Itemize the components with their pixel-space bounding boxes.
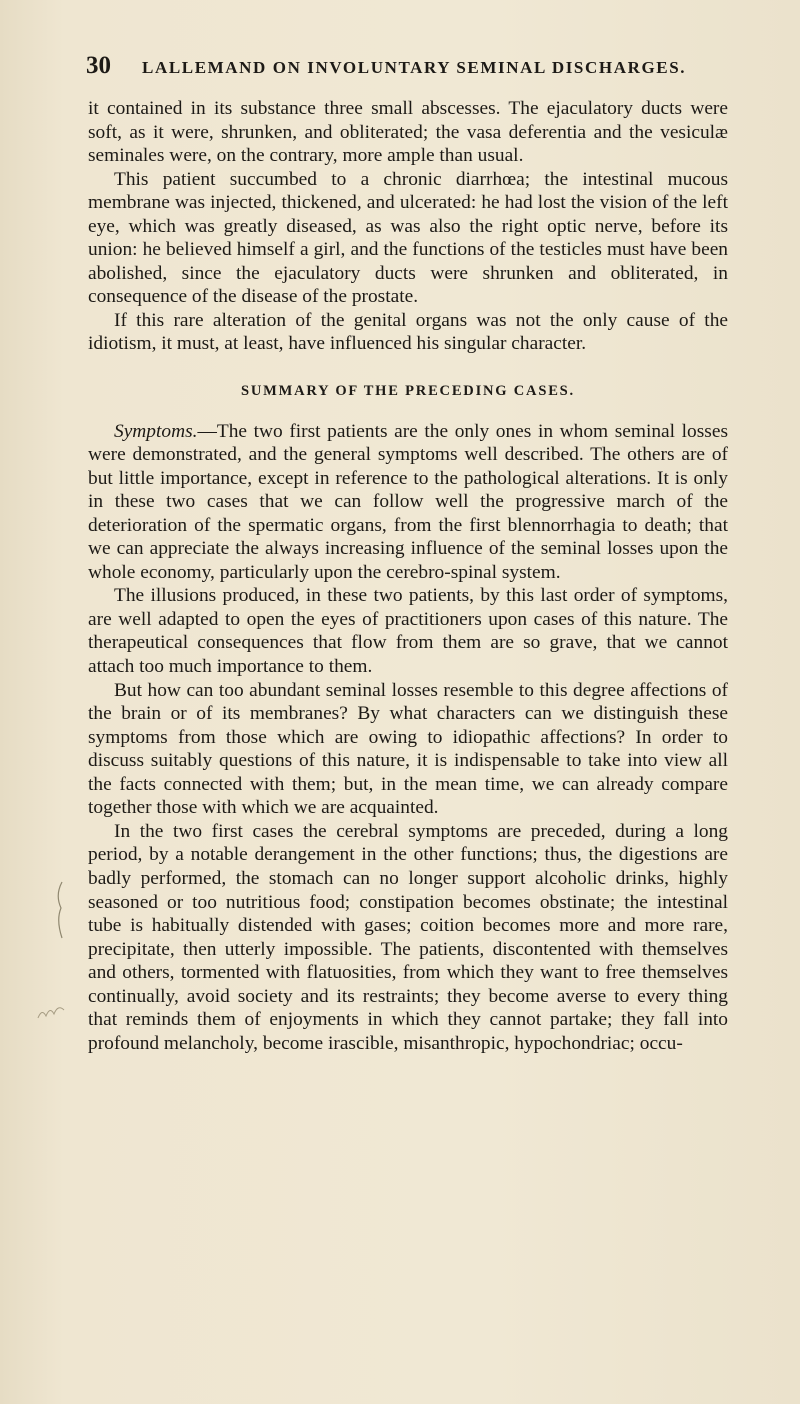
paragraph: it contained in its substance three small abscesses. The ejaculatory ducts were soft, as it were, shrunken, and obliterated; the vasa deferentia and the vesiculæ seminales were, on the contrary, more ample than usual. (88, 98, 728, 167)
paragraph: In the two first cases the cerebral symptoms are preceded, during a long period, by a notable derangement in the other functions; thus, the digestions are badly performed, the stomach can no longer support alcoholic drinks, highly seasoned or too nutritious food; constipation becomes obstinate; the intestinal tube is habitually distended with gases; coition becomes more and more rare, precipitate, then utterly impossible. The patients, discontented with themselves and others, tormented with flatuosities, from which they want to free themselves continually, avoid society and its restraints; they become averse to every thing that reminds them of enjoyments in which they cannot partake; they fall into profound melancholy, become irascible, misanthropic, hypochondriac; occu- (88, 820, 728, 1054)
paragraph: This patient succumbed to a chronic diarrhœa; the intestinal mucous membrane was injected, thickened, and ulcerated: he had lost the vision of the left eye, which was greatly diseased, as was also the right optic nerve, before its union: he believed himself a girl, and the functions of the testicles must have been abolished, since the ejaculatory ducts were shrunken and obliterated, in consequence of the disease of the prostate. (88, 168, 728, 308)
page-body (88, 97, 728, 1055)
paragraph: If this rare alteration of the genital organs was not the only cause of the idiotism, it must, at least, have influenced his singular character. (88, 309, 728, 355)
section-heading: SUMMARY OF THE PRECEDING CASES. (241, 383, 575, 400)
paragraph: But how can too abundant seminal losses resemble to this degree affections of the brain or of its membranes? By what characters can we distinguish these symptoms from those which are owing to idiopathic affections? In order to discuss suitably questions of this nature, it is indispensable to take into view all the facts connected with them; but, in the mean time, we can already compare together those with which we are acquainted. (88, 679, 728, 819)
margin-scribble-mark (36, 1000, 66, 1024)
paragraph-text: —The two first patients are the only ones in whom seminal losses were demonstrated, and the general symptoms well described. The others are of but little importance, except in reference to the pathological alterations. It is only in these two cases that we can follow well the progressive march of the deterioration of the spermatic organs, from the first blennorrhagia to death; that we can appreciate the always increasing influence of the seminal losses upon the whole economy, particularly upon the cerebro-spinal system. (88, 420, 728, 583)
margin-bracket-mark (52, 880, 66, 940)
paragraph: The illusions produced, in these two patients, by this last order of symptoms, are well adapted to open the eyes of practitioners upon cases of this nature. The therapeutical consequences that flow from them are so grave, that we cannot attach too much importance to them. (88, 585, 728, 678)
paragraph (88, 420, 728, 585)
lead-word: Symptoms. (114, 420, 198, 442)
page-header (86, 52, 726, 84)
running-title: LALLEMAND ON INVOLUNTARY SEMINAL DISCHARGES. (142, 58, 687, 77)
page-number: 30 (86, 52, 111, 79)
